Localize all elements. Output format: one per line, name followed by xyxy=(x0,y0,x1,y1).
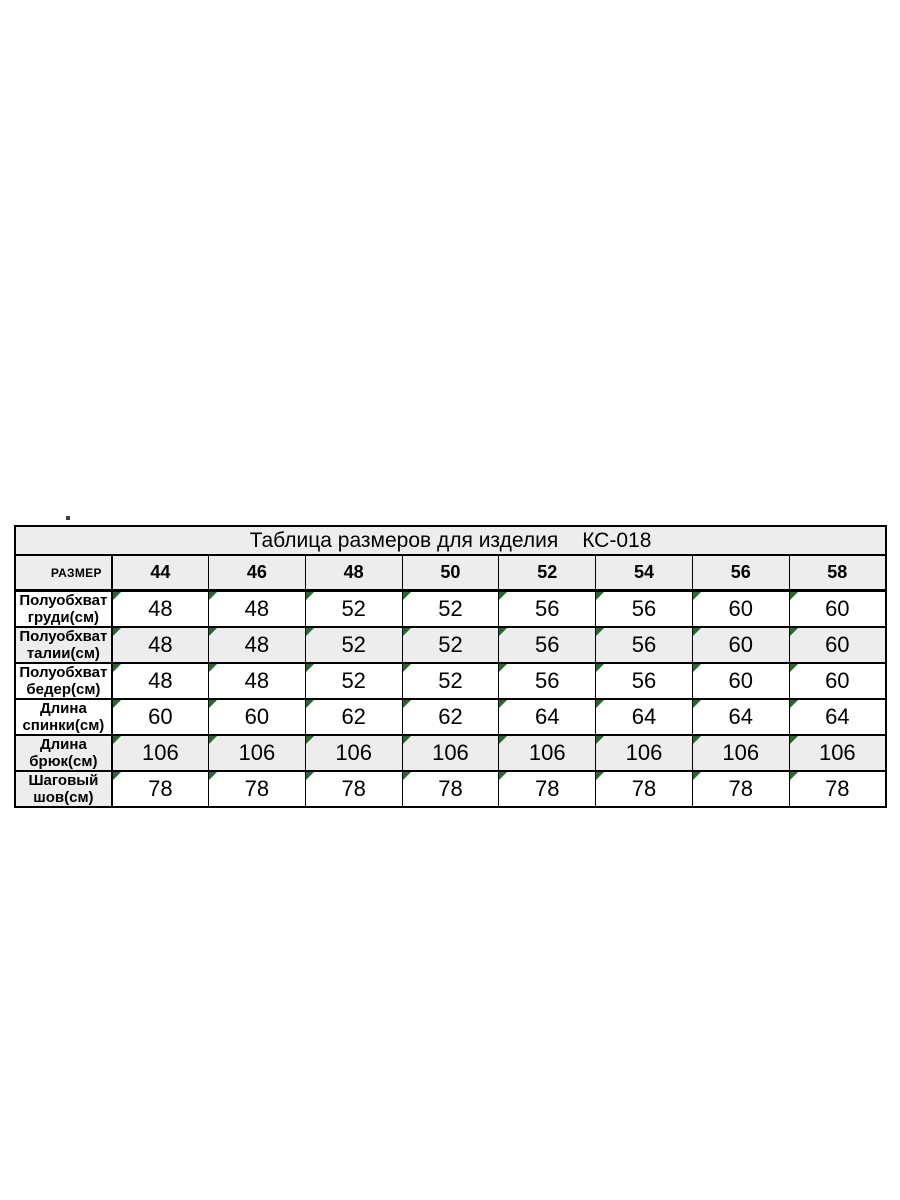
row-label: Полуобхват талии(см) xyxy=(15,627,112,663)
cell-value: 60 xyxy=(728,668,753,693)
table-row xyxy=(15,771,886,807)
cell-value: 52 xyxy=(438,668,463,693)
stray-mark xyxy=(66,516,70,520)
cell-flag-icon xyxy=(693,772,701,780)
cell-value: 56 xyxy=(631,668,657,693)
cell-value: 60 xyxy=(728,596,753,621)
cell-flag-icon xyxy=(403,628,411,636)
cell-flag-icon xyxy=(790,628,798,636)
value-cell xyxy=(789,735,886,771)
cell-flag-icon xyxy=(113,736,121,744)
value-cell xyxy=(209,771,306,807)
value-cell xyxy=(112,591,209,628)
size-header-label: РАЗМЕР xyxy=(15,555,112,591)
cell-value: 60 xyxy=(728,632,753,657)
value-cell xyxy=(209,699,306,735)
value-cell xyxy=(305,699,402,735)
table-row xyxy=(15,699,886,735)
value-cell xyxy=(692,627,789,663)
value-cell xyxy=(402,771,499,807)
cell-flag-icon xyxy=(403,700,411,708)
table-row xyxy=(15,663,886,699)
cell-value: 106 xyxy=(238,740,276,765)
cell-flag-icon xyxy=(596,736,604,744)
row-label: Длина спинки(см) xyxy=(15,699,112,735)
cell-value: 56 xyxy=(534,668,560,693)
cell-value: 56 xyxy=(631,632,657,657)
cell-flag-icon xyxy=(113,700,121,708)
cell-flag-icon xyxy=(499,628,507,636)
size-header-cell: 48 xyxy=(305,555,402,591)
cell-flag-icon xyxy=(306,628,314,636)
value-cell xyxy=(789,663,886,699)
cell-flag-icon xyxy=(596,772,604,780)
cell-flag-icon xyxy=(499,592,507,600)
value-cell xyxy=(596,663,693,699)
size-header-cell: 46 xyxy=(209,555,306,591)
cell-flag-icon xyxy=(499,664,507,672)
size-header-cell: 50 xyxy=(402,555,499,591)
value-cell xyxy=(402,663,499,699)
value-cell xyxy=(305,771,402,807)
size-header-cell: 44 xyxy=(112,555,209,591)
value-cell xyxy=(305,663,402,699)
size-table xyxy=(14,525,887,808)
product-code: КС-018 xyxy=(582,528,652,552)
row-label: Шаговый шов(см) xyxy=(15,771,112,807)
cell-value: 48 xyxy=(244,596,270,621)
value-cell xyxy=(209,735,306,771)
value-cell xyxy=(112,735,209,771)
cell-value: 52 xyxy=(438,596,463,621)
value-cell xyxy=(209,591,306,628)
cell-flag-icon xyxy=(693,664,701,672)
value-cell xyxy=(112,699,209,735)
value-cell xyxy=(499,663,596,699)
cell-flag-icon xyxy=(499,772,507,780)
cell-flag-icon xyxy=(306,700,314,708)
cell-value: 52 xyxy=(438,632,463,657)
value-cell xyxy=(402,699,499,735)
value-cell xyxy=(789,699,886,735)
value-cell xyxy=(499,771,596,807)
cell-flag-icon xyxy=(499,736,507,744)
table-title xyxy=(15,526,886,555)
cell-value: 106 xyxy=(625,740,663,765)
cell-value: 106 xyxy=(528,740,566,765)
cell-value: 106 xyxy=(818,740,856,765)
value-cell xyxy=(209,663,306,699)
cell-flag-icon xyxy=(403,592,411,600)
value-cell xyxy=(499,591,596,628)
value-cell xyxy=(305,591,402,628)
value-cell xyxy=(596,771,693,807)
cell-value: 52 xyxy=(341,632,366,657)
cell-flag-icon xyxy=(113,772,121,780)
cell-value: 106 xyxy=(722,740,760,765)
value-cell xyxy=(692,735,789,771)
cell-flag-icon xyxy=(499,700,507,708)
cell-flag-icon xyxy=(693,628,701,636)
cell-value: 48 xyxy=(148,632,173,657)
cell-flag-icon xyxy=(790,664,798,672)
cell-value: 78 xyxy=(244,776,270,801)
cell-flag-icon xyxy=(693,700,701,708)
cell-value: 64 xyxy=(534,704,560,729)
cell-flag-icon xyxy=(209,700,217,708)
value-cell xyxy=(305,627,402,663)
value-cell xyxy=(209,627,306,663)
title-row xyxy=(15,526,886,555)
cell-flag-icon xyxy=(113,592,121,600)
value-cell xyxy=(402,735,499,771)
cell-flag-icon xyxy=(596,628,604,636)
value-cell xyxy=(499,627,596,663)
cell-value: 62 xyxy=(341,704,366,729)
cell-value: 52 xyxy=(341,596,366,621)
cell-flag-icon xyxy=(113,664,121,672)
cell-value: 78 xyxy=(534,776,560,801)
cell-value: 78 xyxy=(631,776,657,801)
cell-value: 64 xyxy=(631,704,657,729)
table-title-text: Таблица размеров для изделия xyxy=(249,528,559,552)
value-cell xyxy=(789,771,886,807)
value-cell xyxy=(692,591,789,628)
cell-value: 56 xyxy=(534,632,560,657)
value-cell xyxy=(692,771,789,807)
size-table-head xyxy=(15,526,886,591)
size-header-cell: 52 xyxy=(499,555,596,591)
row-label: Полуобхват бедер(см) xyxy=(15,663,112,699)
row-label: Полуобхват груди(см) xyxy=(15,591,112,628)
cell-flag-icon xyxy=(113,628,121,636)
cell-value: 48 xyxy=(244,632,270,657)
cell-flag-icon xyxy=(693,736,701,744)
row-label: Длина брюк(см) xyxy=(15,735,112,771)
value-cell xyxy=(112,627,209,663)
cell-value: 62 xyxy=(438,704,463,729)
cell-value: 78 xyxy=(438,776,463,801)
value-cell xyxy=(596,591,693,628)
cell-flag-icon xyxy=(790,700,798,708)
cell-value: 56 xyxy=(631,596,657,621)
value-cell xyxy=(596,627,693,663)
cell-value: 106 xyxy=(335,740,373,765)
cell-value: 60 xyxy=(148,704,173,729)
cell-flag-icon xyxy=(596,664,604,672)
cell-value: 78 xyxy=(728,776,753,801)
cell-flag-icon xyxy=(403,664,411,672)
value-cell xyxy=(692,663,789,699)
cell-value: 60 xyxy=(825,632,850,657)
cell-value: 64 xyxy=(728,704,753,729)
cell-flag-icon xyxy=(596,592,604,600)
table-row xyxy=(15,627,886,663)
cell-value: 52 xyxy=(341,668,366,693)
cell-flag-icon xyxy=(209,772,217,780)
size-table-body xyxy=(15,591,886,808)
cell-value: 60 xyxy=(825,668,850,693)
value-cell xyxy=(789,627,886,663)
cell-flag-icon xyxy=(209,628,217,636)
cell-value: 64 xyxy=(825,704,850,729)
value-cell xyxy=(499,699,596,735)
cell-value: 48 xyxy=(148,596,173,621)
cell-flag-icon xyxy=(209,592,217,600)
cell-value: 56 xyxy=(534,596,560,621)
value-cell xyxy=(596,735,693,771)
cell-flag-icon xyxy=(403,772,411,780)
cell-flag-icon xyxy=(596,700,604,708)
cell-flag-icon xyxy=(790,772,798,780)
cell-value: 106 xyxy=(432,740,469,765)
cell-flag-icon xyxy=(306,772,314,780)
table-row xyxy=(15,735,886,771)
value-cell xyxy=(112,771,209,807)
cell-value: 48 xyxy=(244,668,270,693)
cell-value: 78 xyxy=(825,776,850,801)
value-cell xyxy=(112,663,209,699)
size-header-cell: 56 xyxy=(692,555,789,591)
cell-flag-icon xyxy=(306,736,314,744)
size-header-row xyxy=(15,555,886,591)
size-header-cell: 54 xyxy=(596,555,693,591)
cell-value: 60 xyxy=(244,704,270,729)
value-cell xyxy=(789,591,886,628)
cell-flag-icon xyxy=(693,592,701,600)
value-cell xyxy=(305,735,402,771)
cell-flag-icon xyxy=(209,736,217,744)
table-row xyxy=(15,591,886,628)
cell-flag-icon xyxy=(306,592,314,600)
cell-value: 60 xyxy=(825,596,850,621)
value-cell xyxy=(499,735,596,771)
cell-flag-icon xyxy=(209,664,217,672)
cell-flag-icon xyxy=(403,736,411,744)
size-header-cell: 58 xyxy=(789,555,886,591)
cell-flag-icon xyxy=(790,736,798,744)
value-cell xyxy=(596,699,693,735)
cell-value: 106 xyxy=(142,740,179,765)
value-cell xyxy=(692,699,789,735)
value-cell xyxy=(402,627,499,663)
value-cell xyxy=(402,591,499,628)
cell-flag-icon xyxy=(306,664,314,672)
cell-value: 78 xyxy=(148,776,173,801)
cell-value: 48 xyxy=(148,668,173,693)
cell-flag-icon xyxy=(790,592,798,600)
cell-value: 78 xyxy=(341,776,366,801)
